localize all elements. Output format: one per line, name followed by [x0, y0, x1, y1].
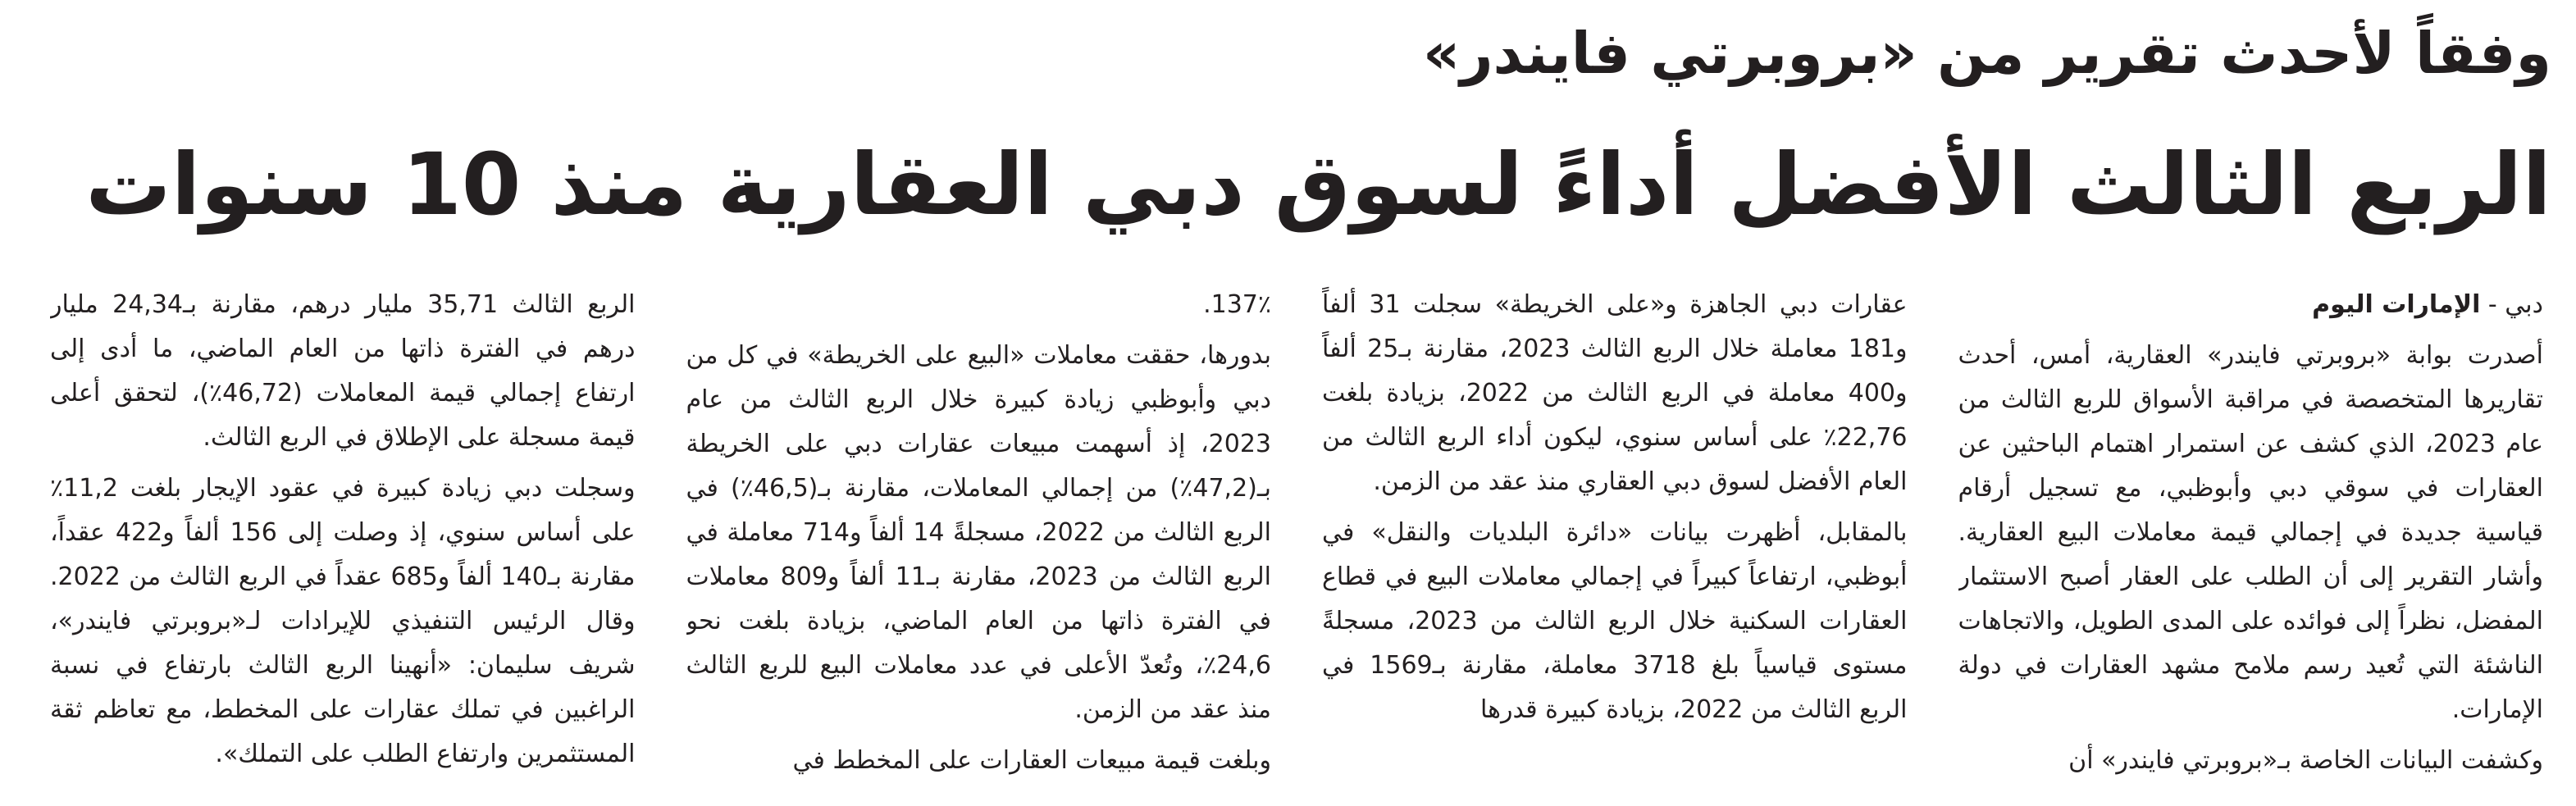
article-paragraph: وكشفت البيانات الخاصة بـ«بروبرتي فايندر» أن [2068, 746, 2543, 775]
article-paragraph: 137٪. [1203, 290, 1271, 319]
byline-source: الإمارات اليوم [2312, 290, 2481, 319]
article-paragraph: وسجلت دبي زيادة كبيرة في عقود الإيجار بلغت 11,2٪ على أساس سنوي، إذ وصلت إلى 156 ألفاً و422 عقداً، مقارنة بـ140 ألفاً و685 عقداً في الربع الثالث من 2022. وقال الرئيس التنفيذي للإيرادات لـ«بروبرتي فايندر»، شريف سليمان: «أنهينا الربع الثالث بارتفاع في نسبة الراغبين في تملك عقارات على المخطط، مع تعاظم ثقة المستثمرين وارتفاع الطلب على التملك». [50, 474, 636, 768]
article-paragraph: عقارات دبي الجاهزة و«على الخريطة» سجلت 31 ألفاً و181 معاملة خلال الربع الثالث 2023، مقارنة بـ25 ألفاً و400 معاملة في الربع الثالث من 2022، بزيادة بلغت 22,76٪ على أساس سنوي، ليكون أداء الربع الثالث من العام الأفضل لسوق دبي العقاري منذ عقد من الزمن. [1322, 290, 1908, 496]
article-paragraph: الربع الثالث 35,71 مليار درهم، مقارنة بـ24,34 مليار درهم في الفترة ذاتها من العام الماضي، ما أدى إلى ارتفاع إجمالي قيمة المعاملات (46,72٪)، لتحقق أعلى قيمة مسجلة على الإطلاق في الربع الثالث. [50, 290, 636, 452]
byline-place: دبي - [2480, 290, 2543, 319]
article-column-1 [1958, 283, 2544, 799]
article-paragraph: وبلغت قيمة مبيعات العقارات على المخطط في [792, 746, 1271, 775]
article-paragraph: بالمقابل، أظهرت بيانات «دائرة البلديات والنقل» في أبوظبي، ارتفاعاً كبيراً في إجمالي معاملات البيع في قطاع العقارات السكنية خلال الربع الثالث من 2023، مسجلةً مستوى قياسياً بلغ 3718 معاملة، مقارنة بـ1569 في الربع الثالث من 2022، بزيادة كبيرة قدرها [1322, 518, 1908, 724]
article-column-3 [686, 283, 1272, 799]
article-paragraph: أصدرت بوابة «بروبرتي فايندر» العقارية، أمس، أحدث تقاريرها المتخصصة في مراقبة الأسواق للربع الثالث من عام 2023، الذي كشف عن استمرار اهتمام الباحثين عن العقارات في سوقي دبي وأبوظبي، مع تسجيل أرقام قياسية جديدة في إجمالي قيمة معاملات البيع العقارية. وأشار التقرير إلى أن الطلب على العقار أصبح الاستثمار المفضل، نظراً إلى فوائده على المدى الطويل، والاتجاهات الناشئة التي تُعيد رسم ملامح مشهد العقارات في دولة الإمارات. [1958, 341, 2543, 724]
article-paragraph: بدورها، حققت معاملات «البيع على الخريطة» في كل من دبي وأبوظبي زيادة كبيرة خلال الربع الثالث من عام 2023، إذ أسهمت مبيعات عقارات دبي على الخريطة بـ(47,2٪) من إجمالي المعاملات، مقارنة بـ(46,5٪) في الربع الثالث من 2022، مسجلةً 14 ألفاً و714 معاملة في الربع الثالث من 2023، مقارنة بـ11 ألفاً و809 معاملات في الفترة ذاتها من العام الماضي، بزيادة بلغت نحو 24,6٪، وتُعدّ الأعلى في عدد معاملات البيع للربع الثالث منذ عقد من الزمن. [686, 341, 1271, 724]
byline [1958, 283, 2544, 327]
article-kicker: وفقاً لأحدث تقرير من «بروبرتي فايندر» [1422, 20, 2551, 87]
article-column-2 [1322, 283, 1908, 799]
article-headline: الربع الثالث الأفضل أداءً لسوق دبي العقارية منذ 10 سنوات [85, 134, 2551, 235]
article-body [50, 283, 2543, 799]
article-column-4 [50, 283, 636, 799]
